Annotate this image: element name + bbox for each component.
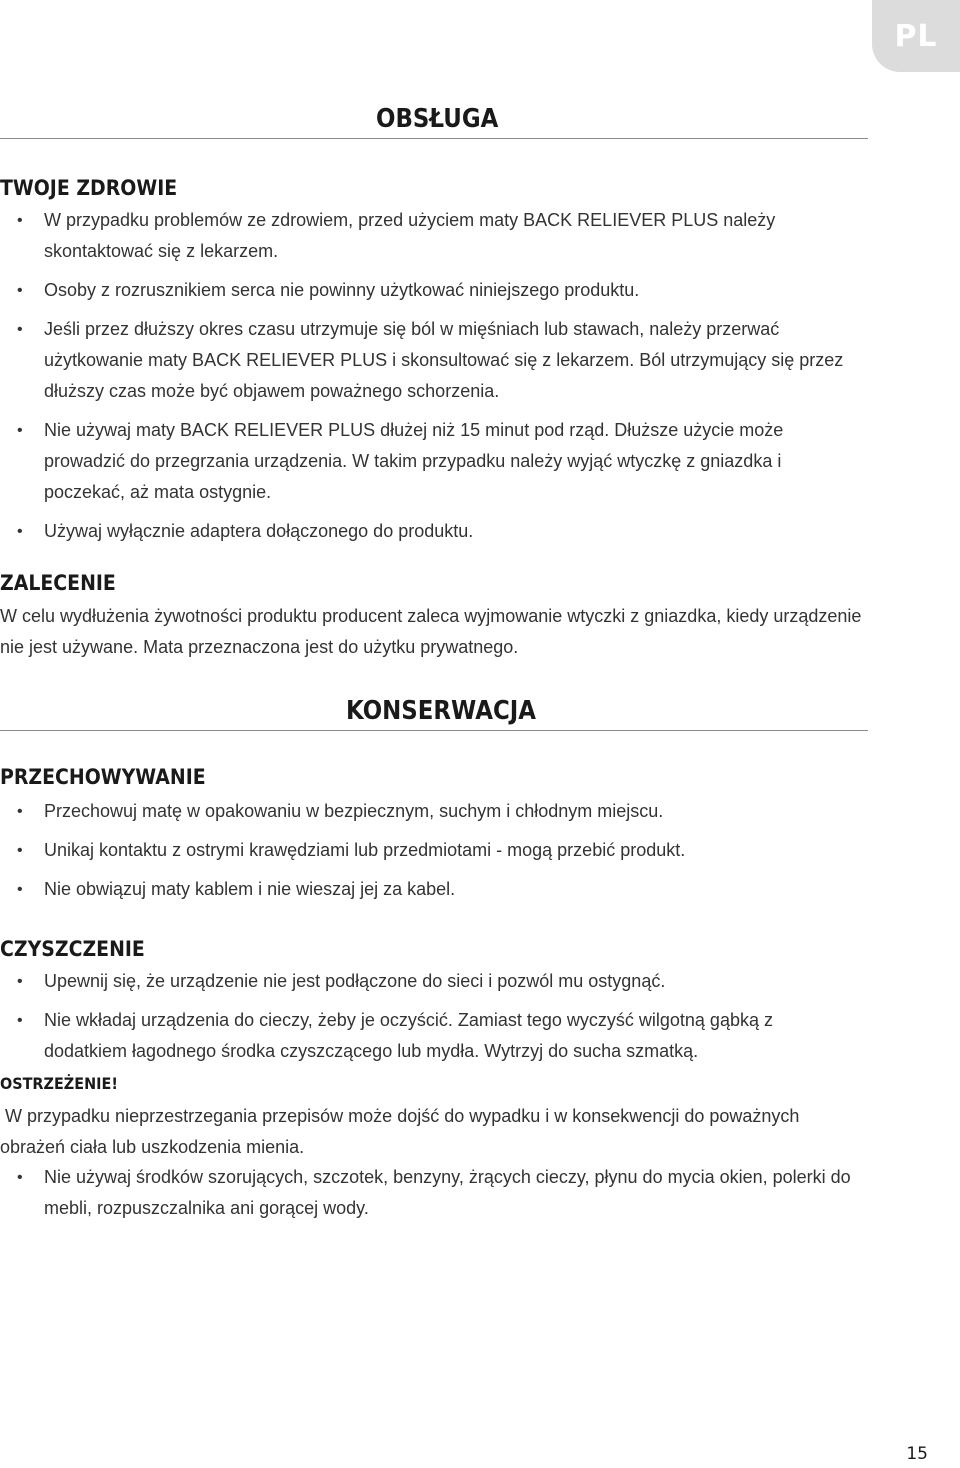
list-item-text: Unikaj kontaktu z ostrymi krawędziami lub przedmiotami - mogą przebić produkt.	[44, 840, 686, 860]
heading-czyszczenie: CZYSZCZENIE	[0, 937, 145, 961]
section-divider-konserwacja	[0, 730, 868, 731]
heading-ostrzezenie: OSTRZEŻENIE!	[0, 1074, 118, 1093]
bullet-icon: •	[17, 1012, 23, 1029]
heading-twoje-zdrowie: TWOJE ZDROWIE	[0, 176, 178, 200]
list-item	[0, 314, 852, 407]
list-item	[0, 796, 872, 827]
list-item	[0, 1005, 820, 1067]
list-item-text: W przypadku problemów ze zdrowiem, przed użyciem maty BACK RELIEVER PLUS należy skontaktować się z lekarzem.	[44, 210, 776, 261]
paragraph-ostrzezenie: W przypadku nieprzestrzegania przepisów może dojść do wypadku i w konsekwencji do poważnych obrażeń ciała lub uszkodzenia mienia.	[0, 1106, 805, 1157]
list-przechowywanie	[0, 796, 872, 913]
list-item	[0, 415, 852, 508]
list-czyszczenie	[0, 966, 820, 1075]
list-item-text: Jeśli przez dłuższy okres czasu utrzymuje się ból w mięśniach lub stawach, należy przerwać użytkowanie maty BACK RELIEVER PLUS i skonsultować się z lekarzem. Ból utrzymujący się przez dłuższy czas może być objawem poważnego schorzenia.	[44, 319, 844, 401]
list-item-text: Upewnij się, że urządzenie nie jest podłączone do sieci i pozwól mu ostygnąć.	[44, 971, 666, 991]
section-title-konserwacja: KONSERWACJA	[346, 696, 536, 726]
list-item-text: Nie używaj maty BACK RELIEVER PLUS dłużej niż 15 minut pod rząd. Dłuższe użycie może prowadzić do przegrzania urządzenia. W takim przypadku należy wyjąć wtyczkę z gniazdka i poczekać, aż mata ostygnie.	[44, 420, 784, 502]
list-item-text: Osoby z rozrusznikiem serca nie powinny użytkować niniejszego produktu.	[44, 280, 640, 300]
paragraph-zalecenie: W celu wydłużenia żywotności produktu producent zaleca wyjmowanie wtyczki z gniazdka, kiedy urządzenie nie jest używane. Mata przeznaczona jest do użytku prywatnego.	[0, 606, 862, 657]
bullet-icon: •	[17, 1169, 23, 1186]
bullet-icon: •	[17, 842, 23, 859]
bullet-icon: •	[17, 523, 23, 540]
list-item-text: Przechowuj matę w opakowaniu w bezpiecznym, suchym i chłodnym miejscu.	[44, 801, 664, 821]
list-item	[0, 205, 852, 267]
list-item-text: Nie używaj środków szorujących, szczotek, benzyny, żrących cieczy, płynu do mycia okien, polerki do mebli, rozpuszczalnika ani gorącej wody.	[44, 1167, 851, 1218]
section-divider-obsluga	[0, 138, 868, 139]
bullet-icon: •	[17, 973, 23, 990]
list-item	[0, 835, 872, 866]
list-twoje-zdrowie	[0, 205, 852, 555]
heading-zalecenie: ZALECENIE	[0, 571, 116, 595]
page-number: 15	[906, 1444, 928, 1464]
list-item-text: Używaj wyłącznie adaptera dołączonego do produktu.	[44, 521, 474, 541]
bullet-icon: •	[17, 422, 23, 439]
list-item-text: Nie obwiązuj maty kablem i nie wieszaj jej za kabel.	[44, 879, 456, 899]
list-item	[0, 516, 852, 547]
list-ostrzezenie	[0, 1162, 862, 1232]
list-item	[0, 874, 872, 905]
section-title-obsluga: OBSŁUGA	[376, 104, 499, 134]
bullet-icon: •	[17, 282, 23, 299]
list-item	[0, 966, 820, 997]
bullet-icon: •	[17, 212, 23, 229]
language-tab: PL	[872, 0, 960, 72]
bullet-icon: •	[17, 803, 23, 820]
list-item	[0, 275, 852, 306]
heading-przechowywanie: PRZECHOWYWANIE	[0, 765, 206, 789]
list-item-text: Nie wkładaj urządzenia do cieczy, żeby je oczyścić. Zamiast tego wyczyść wilgotną gąbką z dodatkiem łagodnego środka czyszczącego lub mydła. Wytrzyj do sucha szmatką.	[44, 1010, 773, 1061]
bullet-icon: •	[17, 881, 23, 898]
bullet-icon: •	[17, 321, 23, 338]
list-item	[0, 1162, 862, 1224]
